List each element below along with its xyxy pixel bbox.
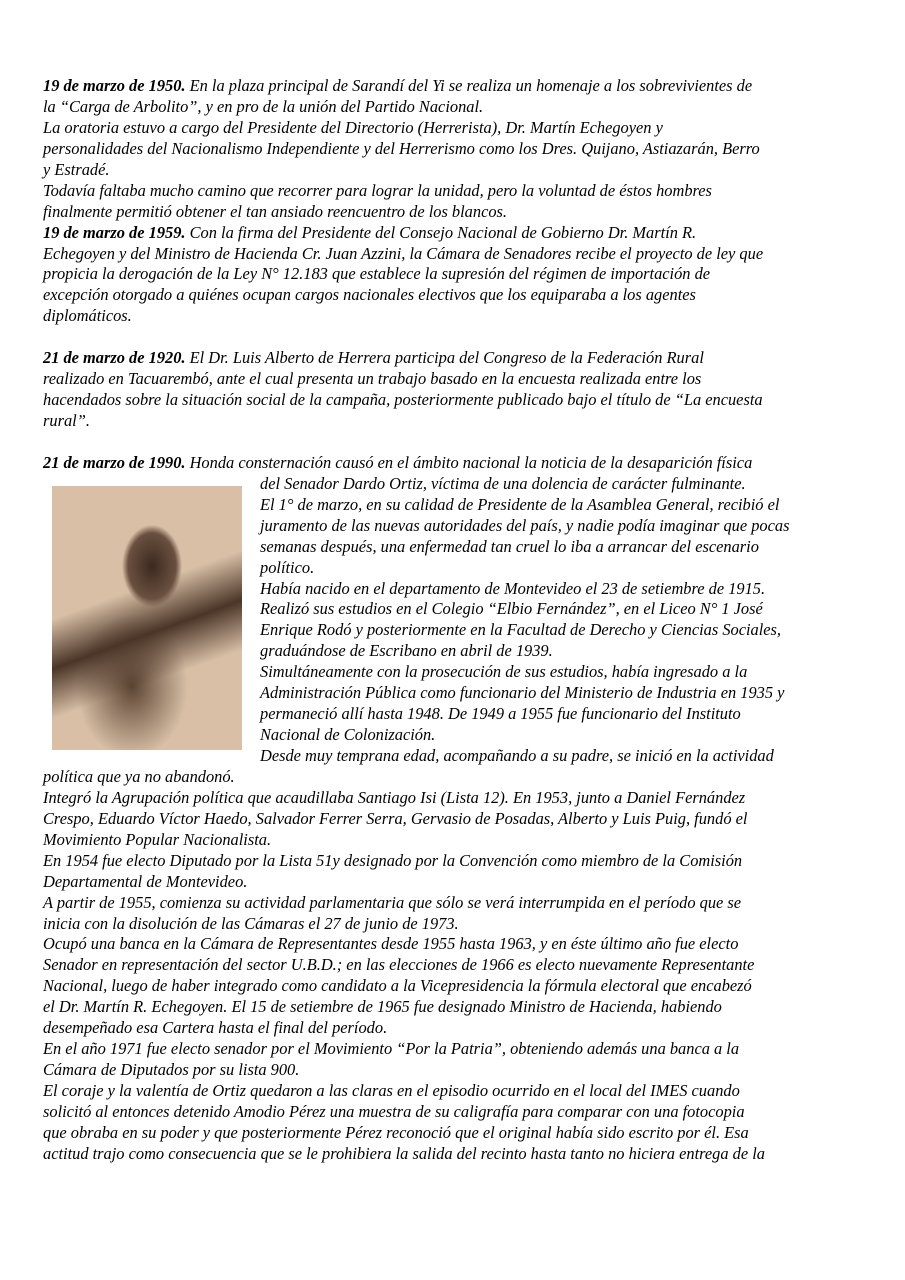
text-line [43, 474, 863, 495]
text-line [43, 851, 863, 872]
text-line [43, 495, 863, 516]
line-text: Crespo, Eduardo Víctor Haedo, Salvador Ferrer Serra, Gervasio de Posadas, Alberto y Luis Puig, fundó el [43, 808, 748, 828]
text-line [43, 934, 863, 955]
text-line [43, 704, 863, 725]
line-text: Administración Pública como funcionario del Ministerio de Industria en 1935 y [260, 683, 785, 703]
text-line [43, 599, 863, 620]
text-line [43, 725, 863, 746]
line-text: que obraba en su poder y que posteriormente Pérez reconoció que el original había sido escrito por él. Esa [43, 1122, 749, 1142]
line-text: solicitó al entonces detenido Amodio Pérez una muestra de su caligrafía para comparar con una fotocopia [43, 1101, 745, 1121]
line-text: propicia la derogación de la Ley N° 12.183 que establece la supresión del régimen de importación de [43, 264, 711, 284]
text-line [43, 620, 863, 641]
text-line [43, 76, 863, 97]
line-text: Movimiento Popular Nacionalista. [43, 829, 272, 849]
line-text: Simultáneamente con la prosecución de sus estudios, había ingresado a la [260, 662, 748, 682]
text-line [43, 830, 863, 851]
line-text: Realizó sus estudios en el Colegio “Elbio Fernández”, en el Liceo N° 1 José [260, 599, 763, 619]
text-line [43, 767, 863, 788]
text-line [43, 683, 863, 704]
line-text: y Estradé. [43, 159, 110, 179]
line-text: político. [260, 557, 315, 577]
text-line [43, 223, 863, 244]
line-text: En el año 1971 fue electo senador por el Movimiento “Por la Patria”, obteniendo además una banca a la [43, 1039, 740, 1059]
line-text: diplomáticos. [43, 306, 132, 326]
text-line [43, 369, 863, 390]
line-text: graduándose de Escribano en abril de 1939. [260, 641, 553, 661]
line-text: excepción otorgado a quiénes ocupan cargos nacionales electivos que los equiparaba a los agentes [43, 285, 696, 305]
document-body [43, 76, 863, 1165]
line-text: el Dr. Martín R. Echegoyen. El 15 de setiembre de 1965 fue designado Ministro de Hacienda, habiendo [43, 997, 722, 1017]
line-text: Había nacido en el departamento de Montevideo el 23 de setiembre de 1915. [260, 578, 766, 598]
line-text: política que ya no abandonó. [43, 766, 235, 786]
line-text: La oratoria estuvo a cargo del Presidente del Directorio (Herrerista), Dr. Martín Echegoyen y [43, 117, 663, 137]
line-text: Honda consternación causó en el ámbito nacional la noticia de la desaparición física [185, 452, 753, 472]
text-line [43, 118, 863, 139]
text-line [43, 1081, 863, 1102]
line-text: Enrique Rodó y posteriormente en la Facultad de Derecho y Ciencias Sociales, [260, 620, 782, 640]
text-line [43, 411, 863, 432]
text-line [43, 264, 863, 285]
line-text: actitud trajo como consecuencia que se le prohibiera la salida del recinto hasta tanto no hiciera entrega de la [43, 1143, 765, 1163]
text-line [43, 139, 863, 160]
line-text: finalmente permitió obtener el tan ansiado reencuentro de los blancos. [43, 201, 508, 221]
text-line [43, 641, 863, 662]
text-line [43, 662, 863, 683]
line-text: Desde muy temprana edad, acompañando a su padre, se inició en la actividad [260, 746, 774, 765]
text-line [43, 181, 863, 202]
line-text: inicia con la disolución de las Cámaras el 27 de junio de 1973. [43, 913, 459, 933]
line-text: Integró la Agrupación política que acaudillaba Santiago Isi (Lista 12). En 1953, junto a Daniel Fernández [43, 787, 746, 807]
text-line [43, 579, 863, 600]
text-line [43, 202, 863, 223]
line-text: El 1° de marzo, en su calidad de Presidente de la Asamblea General, recibió el [260, 494, 780, 514]
line-text: rural”. [43, 411, 90, 430]
line-text: El Dr. Luis Alberto de Herrera participa del Congreso de la Federación Rural [185, 348, 704, 368]
text-line [43, 558, 863, 579]
line-text: En la plaza principal de Sarandí del Yi se realiza un homenaje a los sobrevivientes de [185, 76, 753, 95]
line-text: El coraje y la valentía de Ortiz quedaron a las claras en el episodio ocurrido en el local del IMES cuando [43, 1081, 740, 1100]
line-text: juramento de las nuevas autoridades del país, y nadie podía imaginar que pocas [260, 515, 790, 535]
date-heading: 21 de marzo de 1990. [43, 452, 186, 472]
text-line [43, 997, 863, 1018]
line-text: permaneció allí hasta 1948. De 1949 a 1955 fue funcionario del Instituto [260, 704, 741, 724]
text-line [43, 1060, 863, 1081]
line-text: Cámara de Diputados por su lista 900. [43, 1060, 300, 1080]
text-line [43, 1102, 863, 1123]
text-line [43, 872, 863, 893]
line-text: Con la firma del Presidente del Consejo Nacional de Gobierno Dr. Martín R. [185, 222, 697, 242]
line-text: Nacional de Colonización. [260, 725, 436, 745]
text-line [43, 955, 863, 976]
text-line [43, 746, 863, 767]
line-text: semanas después, una enfermedad tan cruel lo iba a arrancar del escenario [260, 536, 759, 556]
line-text: Todavía faltaba mucho camino que recorrer para lograr la unidad, pero la voluntad de éstos hombres [43, 180, 712, 200]
text-line [43, 537, 863, 558]
line-text: realizado en Tacuarembó, ante el cual presenta un trabajo basado en la encuesta realizada entre los [43, 369, 702, 389]
line-text: del Senador Dardo Ortiz, víctima de una dolencia de carácter fulminante. [260, 473, 746, 493]
line-text: Senador en representación del sector U.B.D.; en las elecciones de 1966 es electo nuevamente Representante [43, 955, 755, 975]
text-line [43, 1039, 863, 1060]
text-line [43, 809, 863, 830]
text-line [43, 1018, 863, 1039]
text-line [43, 1144, 863, 1165]
text-line [43, 788, 863, 809]
text-line [43, 390, 863, 411]
line-text: desempeñado esa Cartera hasta el final del período. [43, 1018, 388, 1038]
line-text: En 1954 fue electo Diputado por la Lista 51y designado por la Convención como miembro de la Comisión [43, 850, 743, 870]
line-text: la “Carga de Arbolito”, y en pro de la unión del Partido Nacional. [43, 96, 484, 116]
text-line [43, 285, 863, 306]
line-text: Echegoyen y del Ministro de Hacienda Cr. Juan Azzini, la Cámara de Senadores recibe el proyecto de ley que [43, 243, 764, 263]
line-text: Nacional, luego de haber integrado como candidato a la Vicepresidencia la fórmula electoral que encabezó [43, 976, 752, 996]
line-text: Departamental de Montevideo. [43, 871, 248, 891]
text-line [43, 97, 863, 118]
text-line [43, 327, 863, 348]
text-line [43, 516, 863, 537]
text-line [43, 348, 863, 369]
text-line [43, 976, 863, 997]
date-heading: 19 de marzo de 1959. [43, 222, 186, 242]
text-line [43, 432, 863, 453]
line-text: hacendados sobre la situación social de la campaña, posteriormente publicado bajo el título de “La encuesta [43, 390, 763, 410]
date-heading: 19 de marzo de 1950. [43, 76, 186, 95]
text-line [43, 453, 863, 474]
line-text: A partir de 1955, comienza su actividad parlamentaria que sólo se verá interrumpida en el período que se [43, 892, 742, 912]
text-line [43, 1123, 863, 1144]
text-line [43, 306, 863, 327]
line-text: Ocupó una banca en la Cámara de Representantes desde 1955 hasta 1963, y en éste último año fue electo [43, 934, 739, 954]
text-line [43, 160, 863, 181]
text-line [43, 914, 863, 935]
date-heading: 21 de marzo de 1920. [43, 348, 186, 368]
text-line [43, 893, 863, 914]
text-line [43, 244, 863, 265]
line-text: personalidades del Nacionalismo Independiente y del Herrerismo como los Dres. Quijano, Astiazarán, Berro [43, 138, 760, 158]
